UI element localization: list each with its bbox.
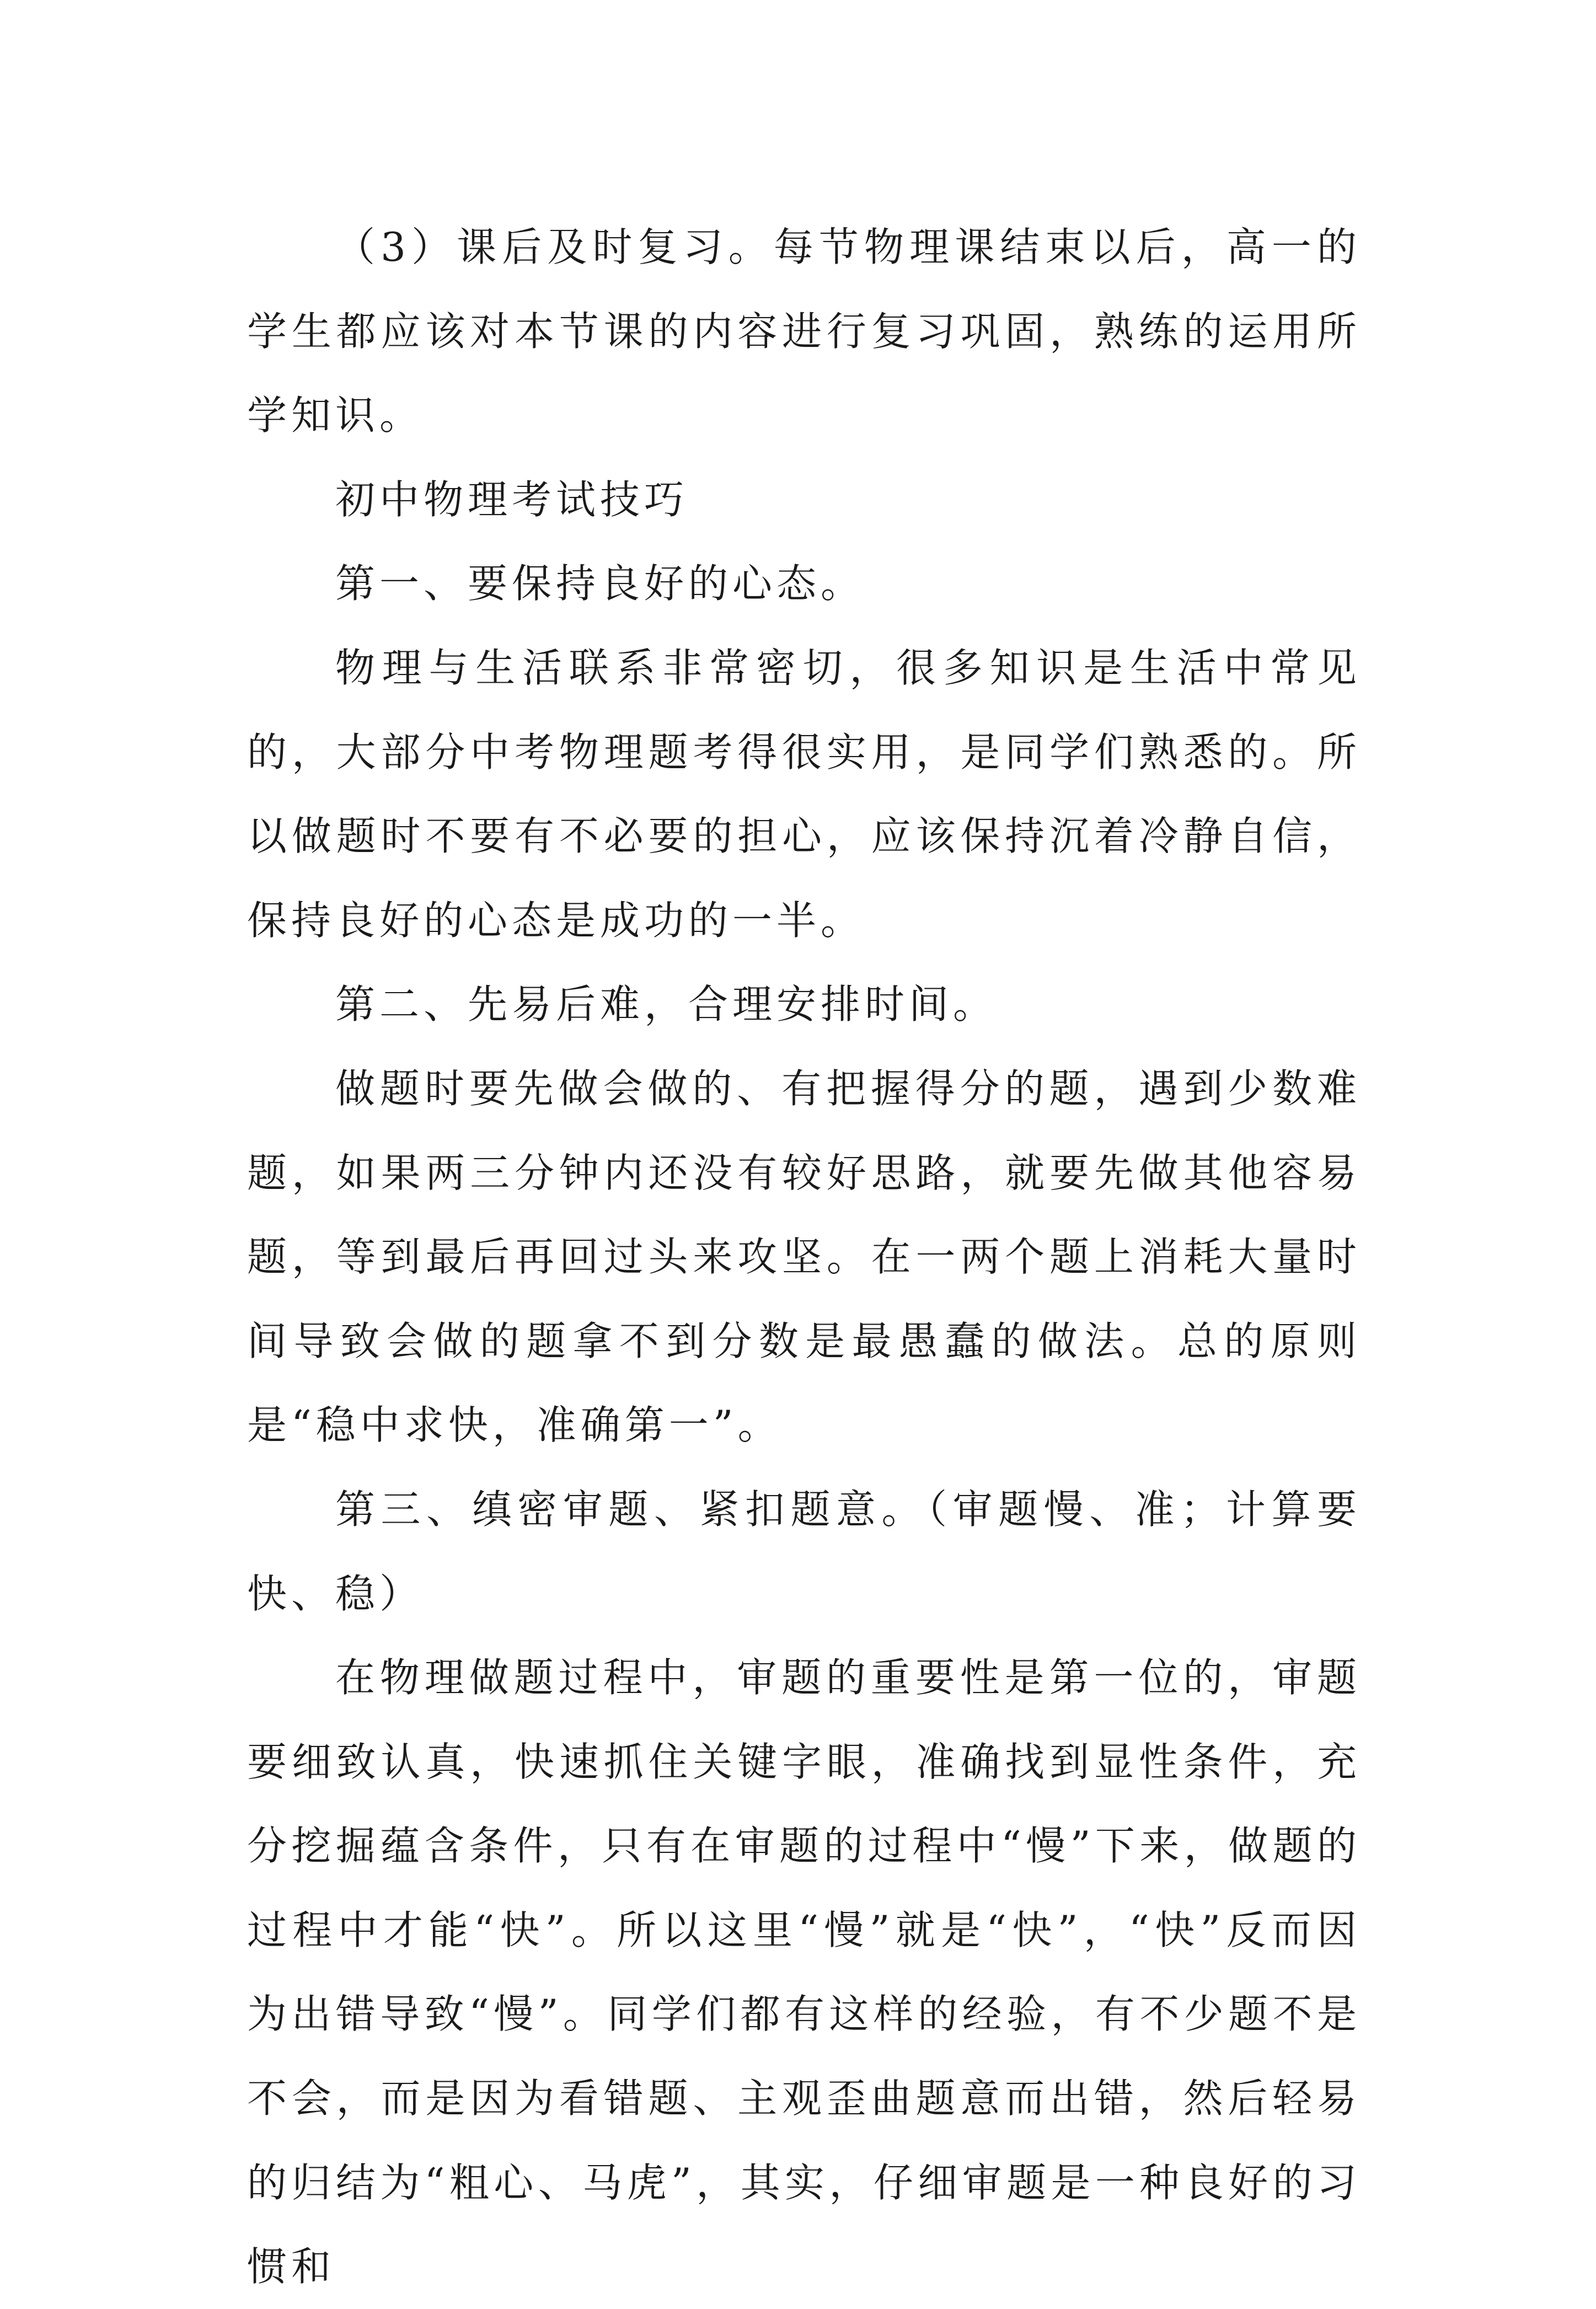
- tip-1-heading: 第一、要保持良好的心态。: [335, 560, 865, 607]
- tip-2-heading: 第二、先易后难，合理安排时间。: [335, 981, 998, 1028]
- tip-3-heading: 第三、缜密审题、紧扣题意。（审题慢、准；计算要快、稳）: [247, 1486, 1361, 1617]
- tip-1-body: 物理与生活联系非常密切，很多知识是生活中常见的，大部分中考物理题考得很实用，是同学们熟悉的。所以做题时不要有不必要的担心，应该保持沉着冷静自信，保持良好的心态是成功的一半。: [247, 644, 1361, 944]
- tip-2-body: 做题时要先做会做的、有把握得分的题，遇到少数难题，如果两三分钟内还没有较好思路，就要先做其他容易题，等到最后再回过头来攻坚。在一两个题上消耗大量时间导致会做的题拿不到分数是最愚蠢的做法。总的原则是“稳中求快，准确第一”。: [247, 1065, 1361, 1449]
- document-body: [247, 205, 1361, 2309]
- tip-3-body: 在物理做题过程中，审题的重要性是第一位的，审题要细致认真，快速抓住关键字眼，准确找到显性条件，充分挖掘蕴含条件，只有在审题的过程中“慢”下来，做题的过程中才能“快”。所以这里“慢”就是“快”，“快”反而因为出错导致“慢”。同学们都有这样的经验，有不少题不是不会，而是因为看错题、主观歪曲题意而出错，然后轻易的归结为“粗心、马虎”，其实，仔细审题是一种良好的习惯和: [247, 1654, 1361, 2290]
- paragraph-review: （3）课后及时复习。每节物理课结束以后，高一的学生都应该对本节课的内容进行复习巩固，熟练的运用所学知识。: [247, 224, 1361, 439]
- section-title: 初中物理考试技巧: [335, 476, 689, 523]
